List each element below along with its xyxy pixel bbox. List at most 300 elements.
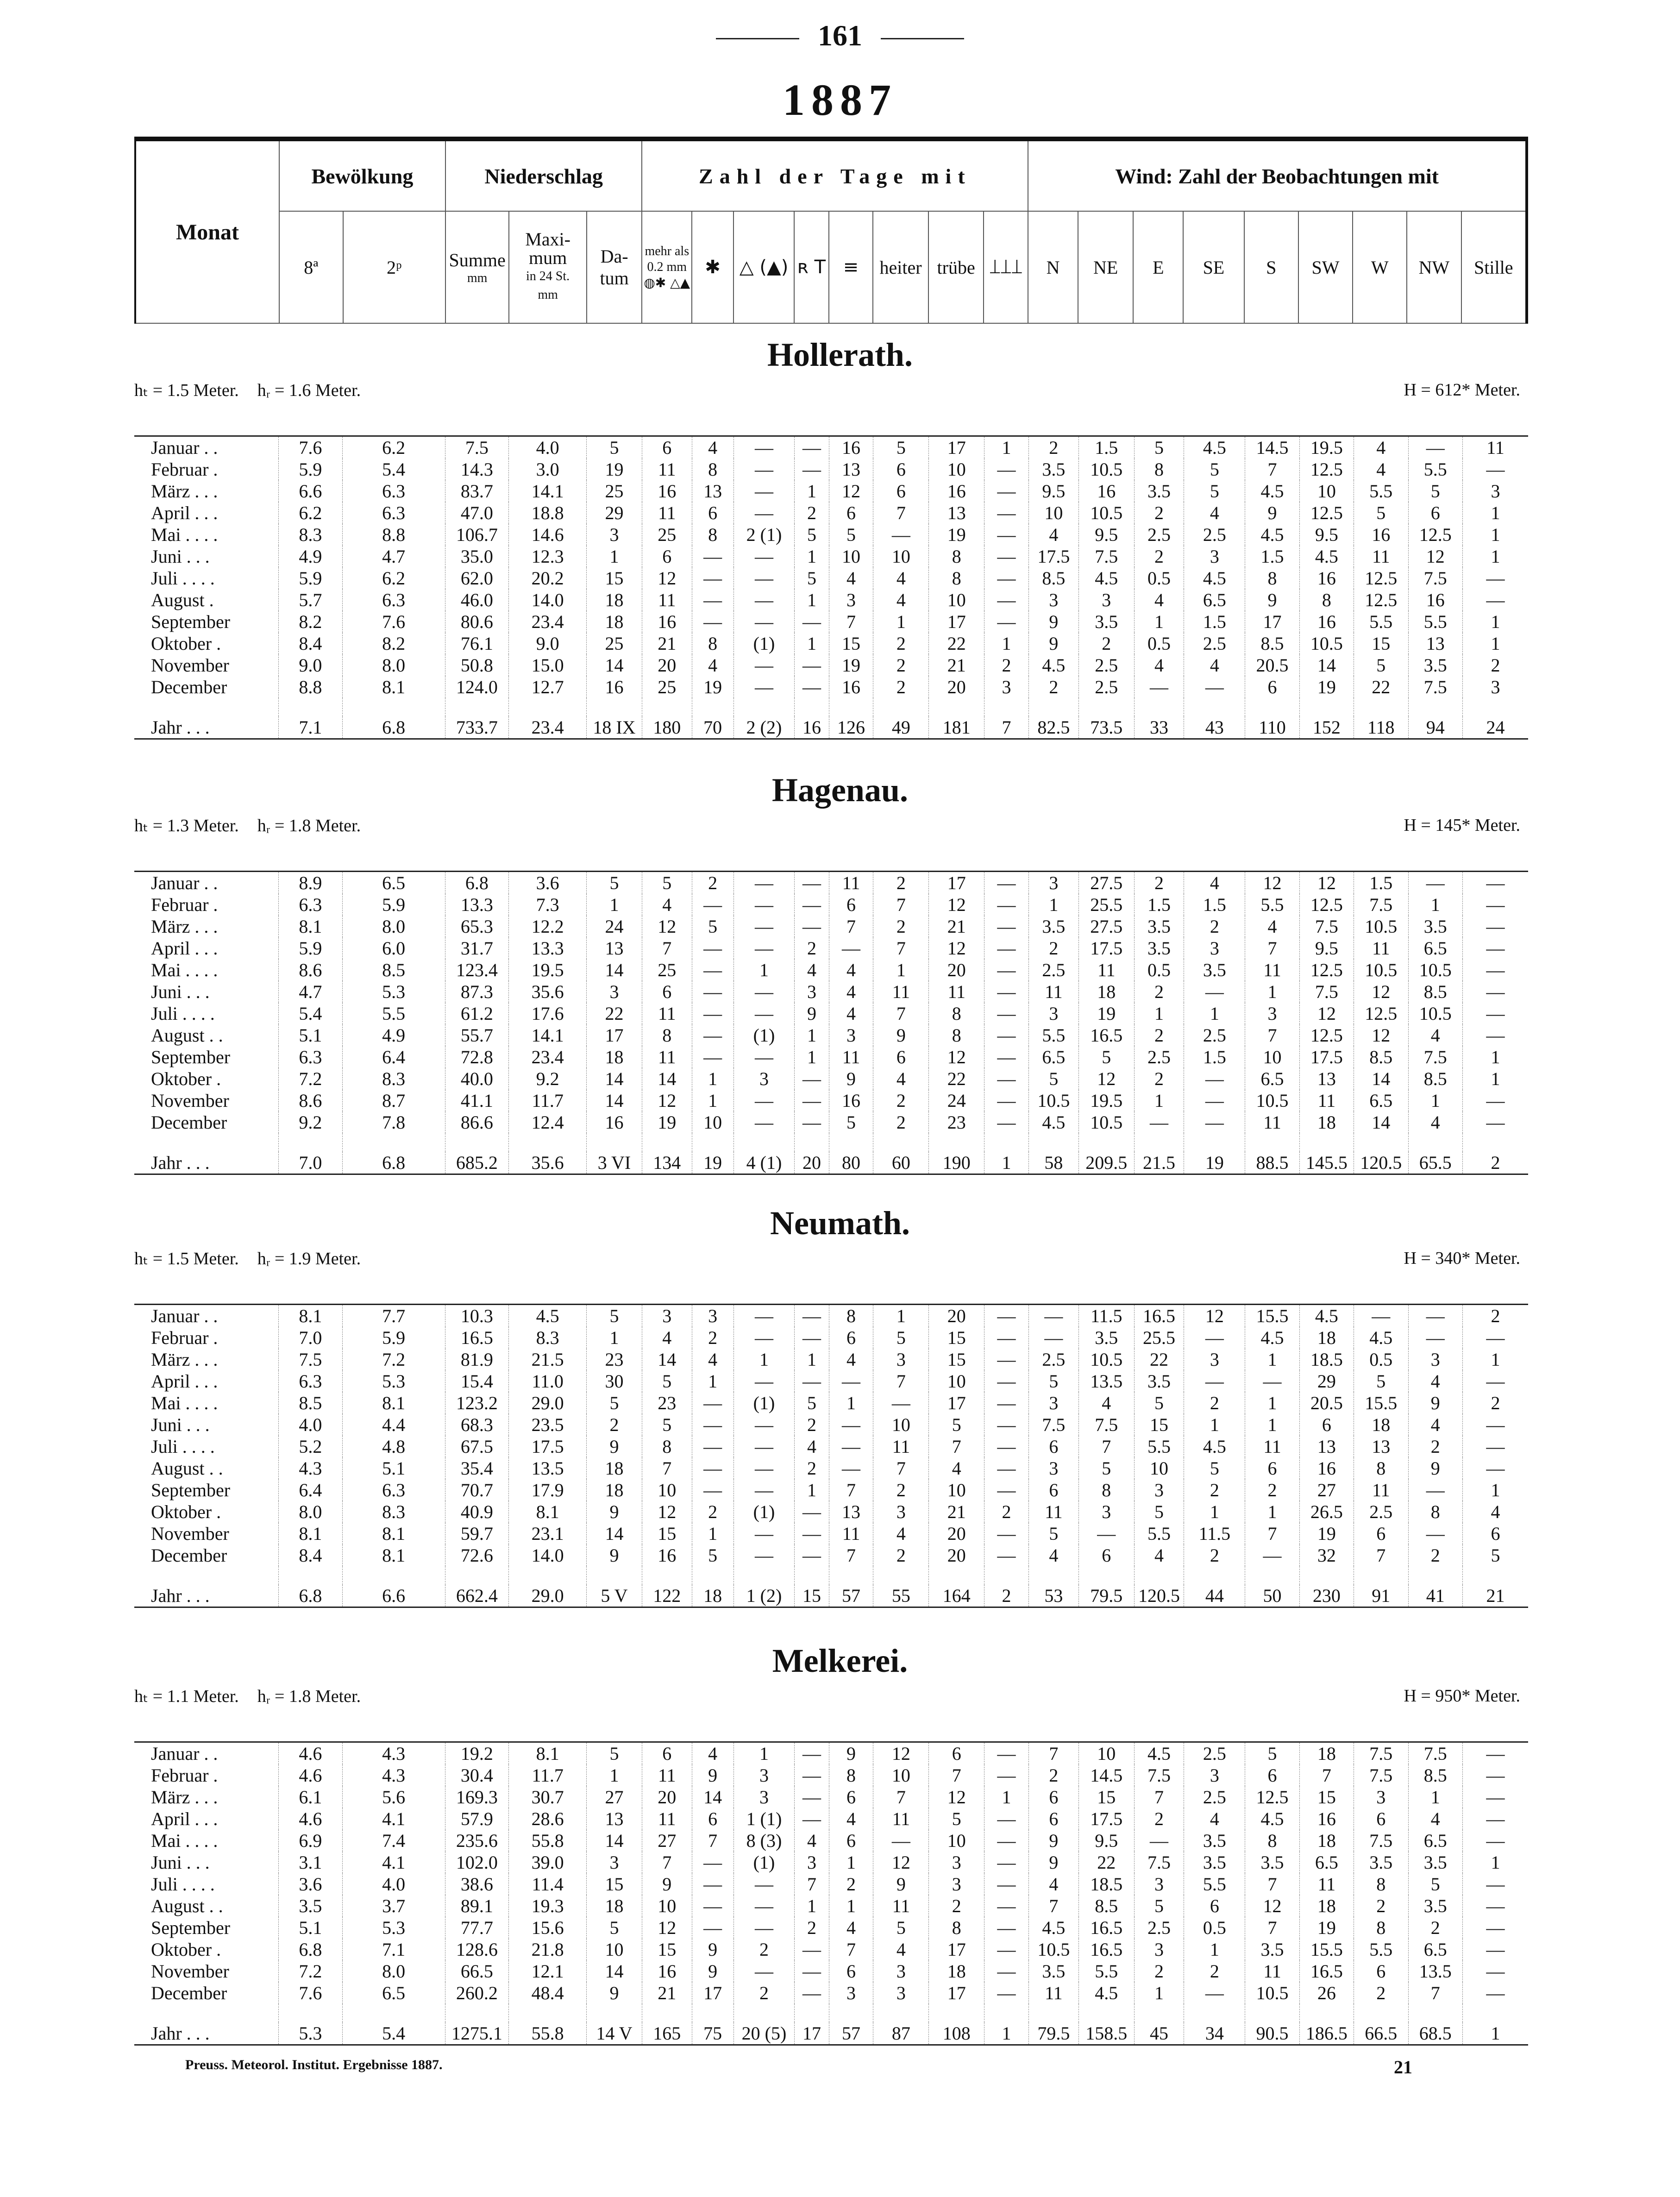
table-cell: 7.0 [279,1327,343,1349]
table-cell: 6 [873,1046,929,1068]
table-cell: 2.5 [1184,633,1245,654]
table-cell: — [733,1327,795,1349]
table-cell: 26 [1299,1982,1354,2004]
table-cell: 1 [795,1349,829,1370]
year-title: 1887 [783,75,897,125]
table-cell: 10 [1078,1742,1134,1765]
table-cell: — [692,546,733,567]
table-cell: 11 [1028,1982,1078,2004]
table-cell: — [795,436,829,459]
table-cell: 1 [1028,894,1078,916]
table-cell: — [984,1742,1029,1765]
table-cell: 7.6 [342,611,445,633]
table-cell: 209.5 [1078,1152,1134,1174]
table-cell: 6 [873,480,929,502]
table-cell: 2.5 [1134,524,1184,546]
table-cell: 1 [829,1392,873,1414]
table-cell: 8 [929,567,984,589]
table-cell: 16 [587,1111,642,1133]
table-cell: 9 [587,1501,642,1523]
header-datum: Da-tum [587,211,642,323]
table-cell: 57 [829,1585,873,1607]
table-row [134,1111,1528,1133]
table-cell: — [692,1046,733,1068]
table-cell: 124.0 [445,676,509,698]
table-cell: 0.5 [1134,959,1184,981]
table-cell: — [984,589,1029,611]
table-cell: 79.5 [1078,1585,1134,1607]
table-cell: 9.2 [509,1068,587,1090]
table-cell: 5.3 [342,981,445,1003]
table-cell: — [984,937,1029,959]
table-cell: 8.1 [342,1523,445,1544]
station-elevation: H = 340* Meter. [1404,1249,1520,1268]
table-cell: 4.7 [342,546,445,567]
header-8a: 8ª [279,211,343,323]
table-cell: 10 [929,1479,984,1501]
table-cell: — [984,1830,1029,1852]
table-cell: 3 [929,1873,984,1895]
table-cell: 9 [587,1544,642,1566]
table-cell: 5.9 [342,1327,445,1349]
table-cell: 6.3 [342,480,445,502]
table-cell: 5 [829,1111,873,1133]
table-cell: 3.5 [279,1895,343,1917]
table-cell: 66.5 [445,1960,509,1982]
table-cell: 22 [587,1003,642,1024]
table-cell: 14.5 [1245,436,1299,459]
page-number [0,19,1680,53]
table-cell: 1 [795,546,829,567]
table-cell: 123.2 [445,1392,509,1414]
table-cell: 5.5 [1028,1024,1078,1046]
table-cell: 14 V [587,2022,642,2045]
table-cell: 11 [873,1895,929,1917]
table-cell: 14 [642,1068,692,1090]
table-cell: 9 [1408,1392,1462,1414]
table-cell: 3.7 [342,1895,445,1917]
table-cell: 20 (5) [733,2022,795,2045]
table-cell: 190 [929,1152,984,1174]
table-cell: 5 [587,436,642,459]
table-cell: 7 [642,1457,692,1479]
table-cell: 16 [1354,524,1408,546]
table-cell: 2 [795,1414,829,1436]
table-cell: 260.2 [445,1982,509,2004]
table-cell: 12 [1299,1003,1354,1024]
table-cell: 4.0 [279,1414,343,1436]
table-cell: 1 [1462,1349,1528,1370]
table-cell: 5 [1354,502,1408,524]
table-cell: 13.5 [1408,1960,1462,1982]
table-cell: 2 [1134,1808,1184,1830]
table-cell: 12 [1245,872,1299,894]
table-cell: 20 [642,654,692,676]
table-cell: 2 [873,654,929,676]
table-cell: 7.0 [279,1152,343,1174]
table-cell: 8 [692,633,733,654]
table-cell: 7 [873,1457,929,1479]
table-cell: 7.6 [279,1982,343,2004]
table-cell: 1.5 [1184,611,1245,633]
table-cell: 5 [795,1392,829,1414]
table-cell: 5 [1184,480,1245,502]
table-cell: 7.1 [342,1939,445,1960]
table-cell: 21 [642,633,692,654]
table-cell: 10.5 [1078,502,1134,524]
table-cell: — [1408,872,1462,894]
table-cell: 4 (1) [733,1152,795,1174]
table-cell: 11.7 [509,1090,587,1111]
table-cell: 2 [984,654,1029,676]
table-cell: 1.5 [1134,894,1184,916]
table-cell: — [984,567,1029,589]
table-cell: 3 [1028,1392,1078,1414]
table-cell: 5.5 [1184,1873,1245,1895]
table-cell: 13 [1408,633,1462,654]
month-label: Juli . . . . [151,1436,215,1457]
table-cell: 3 [1028,1457,1078,1479]
table-cell: 1.5 [1184,894,1245,916]
header-maxi-sub: in 24 St. [526,269,570,283]
table-cell: — [1462,1939,1528,1960]
table-cell: 7.5 [1028,1414,1078,1436]
table-cell: — [984,1370,1029,1392]
table-cell: 7.5 [1354,1742,1408,1765]
table-cell: 10 [692,1111,733,1133]
table-cell: 10.5 [1078,1349,1134,1370]
table-cell: 4 [642,894,692,916]
table-cell: 4 [873,1523,929,1544]
header-monat: Monat [135,139,279,323]
table-cell: 1 [1462,546,1528,567]
table-cell: 3 [587,524,642,546]
table-row [134,1982,1528,2004]
table-cell: 5.3 [279,2022,343,2045]
table-cell: — [1028,1305,1078,1327]
table-cell: 1 [1245,1501,1299,1523]
table-cell: 2 [873,1111,929,1133]
table-cell: 2.5 [1134,1046,1184,1068]
table-cell: 4.3 [279,1457,343,1479]
table-cell: 1 [984,436,1029,459]
table-cell: 21.8 [509,1939,587,1960]
table-cell: 13 [829,1501,873,1523]
table-cell: 14 [587,1068,642,1090]
table-cell: 17.6 [509,1003,587,1024]
table-cell: 17 [929,1939,984,1960]
table-cell: 8.9 [279,872,343,894]
table-cell: 186.5 [1299,2022,1354,2045]
table-cell: — [1462,1786,1528,1808]
header-wind-n: N [1028,211,1078,323]
table-cell: 9 [873,1873,929,1895]
table-cell: — [692,611,733,633]
table-cell: 27 [1299,1479,1354,1501]
table-cell: 6 [642,546,692,567]
table-cell: 1 [1184,1501,1245,1523]
table-row [134,1830,1528,1852]
table-cell: 5 [1184,458,1245,480]
table-cell: 11 [1028,981,1078,1003]
table-cell: 2 [692,872,733,894]
table-cell: 73.5 [1078,716,1134,739]
table-cell: 12 [929,894,984,916]
table-row [134,1046,1528,1068]
month-label: Januar . . [151,1306,218,1326]
table-cell: 2 [1408,1917,1462,1939]
table-cell: 4 [692,1349,733,1370]
table-cell: 10.5 [1028,1939,1078,1960]
table-cell: 9 [692,1960,733,1982]
table-cell: 25 [642,959,692,981]
table-cell: 6.5 [1184,589,1245,611]
table-cell: 7 [873,1786,929,1808]
table-row [134,1370,1528,1392]
table-cell: 6.3 [279,894,343,916]
table-cell: — [795,1960,829,1982]
month-label: Januar . . [151,437,218,458]
month-label: August . . [151,1025,223,1046]
table-cell: 5.5 [1354,611,1408,633]
table-cell: 4.1 [342,1852,445,1873]
table-cell: 8 [929,1003,984,1024]
table-cell: 3 [1134,1479,1184,1501]
table-cell: 9 [587,1982,642,2004]
table-cell: 11.0 [509,1370,587,1392]
month-label: August . . [151,1896,223,1916]
table-cell: — [795,1370,829,1392]
table-cell: 9 [795,1003,829,1024]
table-cell: 1 [1462,611,1528,633]
table-cell: 6.8 [279,1939,343,1960]
table-cell: 8 [1354,1457,1408,1479]
station-elevation: H = 950* Meter. [1404,1686,1520,1706]
height-thermometer: hₜ = 1.5 Meter. [134,381,239,400]
table-cell: 5 [1028,1068,1078,1090]
table-cell: 61.2 [445,1003,509,1024]
table-cell: 35.6 [509,1152,587,1174]
month-label: Jahr . . . [151,2023,210,2044]
table-cell: 5 [1078,1457,1134,1479]
table-cell: 1.5 [1354,872,1408,894]
table-cell: 3 [1078,1501,1134,1523]
table-cell: 46.0 [445,589,509,611]
month-label: November [151,1961,229,1982]
table-cell: 9 [1245,502,1299,524]
table-cell: 14.1 [509,1024,587,1046]
table-cell: 4 [1408,1808,1462,1830]
table-cell: 10.5 [1245,1090,1299,1111]
table-cell: — [1134,676,1184,698]
table-cell: 7 [829,1544,873,1566]
table-cell: 14 [587,959,642,981]
table-cell: 4 [829,567,873,589]
table-cell: 7.8 [342,1111,445,1133]
table-cell: 18 [1299,1327,1354,1349]
table-cell: 2.5 [1078,654,1134,676]
table-cell: 1 [873,611,929,633]
table-cell: 8.4 [279,633,343,654]
table-cell: 4.6 [279,1764,343,1786]
table-row [134,1852,1528,1873]
table-cell: 25 [642,676,692,698]
table-cell: 8.1 [342,1544,445,1566]
table-cell: 1 [1245,1392,1299,1414]
table-cell: 5.3 [342,1917,445,1939]
table-cell: 9 [587,1436,642,1457]
table-cell: 11 [1245,959,1299,981]
table-cell: — [795,1742,829,1765]
table-cell: 12 [1354,981,1408,1003]
table-cell: 5 [1134,1895,1184,1917]
station-elevation: H = 612* Meter. [1404,380,1520,400]
table-cell: 2 [829,1873,873,1895]
table-cell: 10 [642,1895,692,1917]
table-cell: 6 [1354,1960,1408,1982]
table-cell: 11.4 [509,1873,587,1895]
table-cell: 230 [1299,1585,1354,1607]
table-cell: 3 [692,1305,733,1327]
spacer-row [134,698,1528,716]
table-cell: 4 [1184,872,1245,894]
table-cell: 5 [795,524,829,546]
month-label: Juli . . . . [151,1003,215,1024]
table-cell: 1 [1462,524,1528,546]
table-cell: 12.5 [1299,959,1354,981]
table-cell: — [1245,1544,1299,1566]
table-cell: 8.1 [279,1305,343,1327]
table-cell: 2 [1134,1960,1184,1982]
table-cell: — [984,1960,1029,1982]
table-cell: 4 [692,654,733,676]
table-cell: 8 [1245,1830,1299,1852]
table-cell: — [692,1392,733,1414]
table-cell: 81.9 [445,1349,509,1370]
table-cell: 5.5 [1408,611,1462,633]
table-cell: 12 [929,937,984,959]
table-cell: 2 [929,1895,984,1917]
table-cell: 5.5 [1408,458,1462,480]
table-cell: 2 [692,1501,733,1523]
table-cell: 2 [984,1501,1029,1523]
table-cell: 4.6 [279,1808,343,1830]
table-cell: 3 [1462,480,1528,502]
table-cell: 12.2 [509,916,587,937]
table-cell: 1 [829,1895,873,1917]
table-cell: 7.5 [1408,1742,1462,1765]
table-cell: 5 [642,1414,692,1436]
table-cell: 17.5 [509,1436,587,1457]
table-cell: 11 [1354,546,1408,567]
table-cell: 5 V [587,1585,642,1607]
table-cell: 10 [873,1764,929,1786]
table-cell: 6.2 [279,502,343,524]
table-cell: — [1462,959,1528,981]
footer-source: Preuss. Meteorol. Institut. Ergebnisse 1887. [185,2057,443,2072]
table-cell: 14 [587,1960,642,1982]
table-cell: — [984,611,1029,633]
table-cell: 3 [1184,1349,1245,1370]
month-label: Juni . . . [151,1852,210,1873]
table-cell: 13 [587,1808,642,1830]
table-cell: 3 [1028,1003,1078,1024]
table-cell: 1 [984,1152,1029,1174]
table-cell: 12 [642,567,692,589]
table-cell: 2.5 [1078,676,1134,698]
table-cell: 2 [873,1544,929,1566]
table-cell: 35.0 [445,546,509,567]
month-label: Oktober . [151,1501,221,1522]
table-cell: 12.5 [1299,502,1354,524]
table-cell: 12 [1408,546,1462,567]
table-cell: — [1408,1479,1462,1501]
header-wind-s: S [1244,211,1298,323]
table-cell: 12 [829,480,873,502]
table-cell: 12 [929,1046,984,1068]
table-cell: 40.9 [445,1501,509,1523]
table-cell: 14.1 [509,480,587,502]
table-cell: 6 [873,458,929,480]
table-cell: 10 [873,1414,929,1436]
table-cell: — [692,1003,733,1024]
table-cell: 80 [829,1152,873,1174]
table-cell: 21 [642,1982,692,2004]
table-cell: 7.5 [1078,1414,1134,1436]
table-cell: 6.2 [342,567,445,589]
table-cell: 6.8 [342,716,445,739]
table-cell: — [795,676,829,698]
table-cell: 18 [587,589,642,611]
table-cell: 3 [1028,589,1078,611]
table-cell: 4 [829,1003,873,1024]
table-cell: 11.5 [1184,1523,1245,1544]
table-cell: 4.7 [279,981,343,1003]
table-cell: 15.5 [1354,1392,1408,1414]
table-cell: 1 [733,959,795,981]
table-cell: — [733,589,795,611]
table-cell: 13.3 [509,937,587,959]
table-cell: 11 [873,981,929,1003]
table-cell: 6 [929,1742,984,1765]
table-cell: 3.5 [1245,1939,1299,1960]
month-label: November [151,1090,229,1111]
table-cell: 91 [1354,1585,1408,1607]
table-cell: 6.3 [279,1370,343,1392]
table-cell: 2 [1028,1764,1078,1786]
table-cell: 17.5 [1078,1808,1134,1830]
table-cell: 10.5 [1408,959,1462,981]
table-cell: 66.5 [1354,2022,1408,2045]
table-cell: 9.0 [509,633,587,654]
table-cell: 8.2 [342,633,445,654]
table-cell: 7 [1245,1523,1299,1544]
table-cell: 4 [1078,1392,1134,1414]
table-cell: 3.5 [1134,937,1184,959]
table-cell: 3 [587,1852,642,1873]
table-cell: 20 [929,676,984,698]
table-cell: 3 [795,981,829,1003]
table-cell: 164 [929,1585,984,1607]
table-cell: 5 [1354,654,1408,676]
table-cell: — [1354,1305,1408,1327]
table-cell: 41 [1408,1585,1462,1607]
table-cell: 3 [1134,1873,1184,1895]
table-cell: 7.7 [342,1305,445,1327]
table-cell: — [733,1479,795,1501]
table-cell: 6.1 [279,1786,343,1808]
table-cell: 9 [829,1068,873,1090]
